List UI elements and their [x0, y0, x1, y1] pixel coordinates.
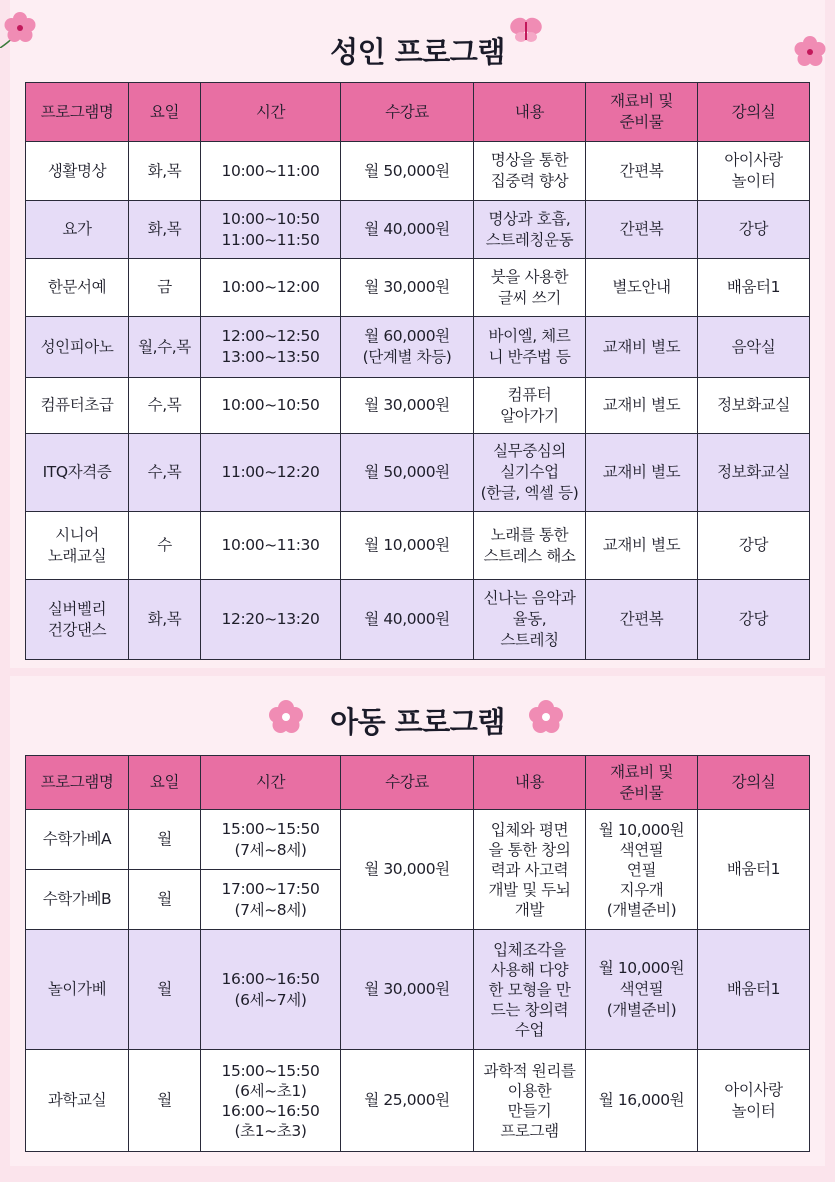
program-name: 생활명상	[26, 142, 129, 201]
fee: 월 30,000원	[341, 810, 474, 930]
day: 월	[129, 1050, 201, 1152]
child-program-title: 아동 프로그램	[330, 705, 505, 739]
header-program-name: 프로그램명	[26, 83, 129, 142]
fee: 월 40,000원	[341, 580, 474, 660]
room: 배움터1	[698, 930, 810, 1050]
content: 명상과 호흡, 스트레칭운동	[474, 201, 586, 259]
fee: 월 50,000원	[341, 434, 474, 512]
time: 10:00~11:00	[201, 142, 341, 201]
day: 월	[129, 870, 201, 930]
day: 월	[129, 810, 201, 870]
time: 10:00~12:00	[201, 259, 341, 317]
material: 교재비 별도	[586, 512, 698, 580]
table-row	[26, 810, 810, 870]
header-content: 내용	[474, 756, 586, 810]
adult-program-table	[25, 82, 810, 660]
room: 아이사랑 놀이터	[698, 1050, 810, 1152]
material: 월 10,000원 색연필 연필 지우개 (개별준비)	[586, 810, 698, 930]
day: 화,목	[129, 142, 201, 201]
material: 월 16,000원	[586, 1050, 698, 1152]
fee: 월 30,000원	[341, 259, 474, 317]
child-program-table	[25, 755, 810, 1152]
day: 화,목	[129, 580, 201, 660]
day: 월,수,목	[129, 317, 201, 378]
room: 강당	[698, 201, 810, 259]
table-header-row	[26, 756, 810, 810]
fee: 월 30,000원	[341, 930, 474, 1050]
content: 컴퓨터 알아가기	[474, 378, 586, 434]
time: 10:00~10:50	[201, 378, 341, 434]
table-row	[26, 930, 810, 1050]
header-fee: 수강료	[341, 83, 474, 142]
time: 10:00~11:30	[201, 512, 341, 580]
content: 입체조각을 사용해 다양 한 모형을 만 드는 창의력 수업	[474, 930, 586, 1050]
material: 간편복	[586, 580, 698, 660]
day: 수,목	[129, 434, 201, 512]
day: 수	[129, 512, 201, 580]
table-row	[26, 142, 810, 201]
program-name: 실버벨리 건강댄스	[26, 580, 129, 660]
header-day: 요일	[129, 756, 201, 810]
content: 붓을 사용한 글씨 쓰기	[474, 259, 586, 317]
material: 간편복	[586, 142, 698, 201]
time: 15:00~15:50 (7세~8세)	[201, 810, 341, 870]
room: 배움터1	[698, 810, 810, 930]
time: 16:00~16:50 (6세~7세)	[201, 930, 341, 1050]
room: 음악실	[698, 317, 810, 378]
fee: 월 30,000원	[341, 378, 474, 434]
fee: 월 50,000원	[341, 142, 474, 201]
room: 강당	[698, 580, 810, 660]
table-row	[26, 512, 810, 580]
program-name: 과학교실	[26, 1050, 129, 1152]
content: 명상을 통한 집중력 향상	[474, 142, 586, 201]
header-day: 요일	[129, 83, 201, 142]
header-program-name: 프로그램명	[26, 756, 129, 810]
content: 실무중심의 실기수업 (한글, 엑셀 등)	[474, 434, 586, 512]
table-row	[26, 259, 810, 317]
table-row	[26, 201, 810, 259]
material: 별도안내	[586, 259, 698, 317]
table-row	[26, 580, 810, 660]
material: 교재비 별도	[586, 434, 698, 512]
fee: 월 25,000원	[341, 1050, 474, 1152]
content: 신나는 음악과 율동, 스트레칭	[474, 580, 586, 660]
room: 강당	[698, 512, 810, 580]
fee: 월 10,000원	[341, 512, 474, 580]
header-material: 재료비 및 준비물	[586, 83, 698, 142]
content: 과학적 원리를 이용한 만들기 프로그램	[474, 1050, 586, 1152]
day: 월	[129, 930, 201, 1050]
header-time: 시간	[201, 756, 341, 810]
header-room: 강의실	[698, 756, 810, 810]
program-name: 수학가베A	[26, 810, 129, 870]
time: 12:00~12:50 13:00~13:50	[201, 317, 341, 378]
content: 바이엘, 체르 니 반주법 등	[474, 317, 586, 378]
room: 배움터1	[698, 259, 810, 317]
material: 교재비 별도	[586, 317, 698, 378]
program-name: 수학가베B	[26, 870, 129, 930]
program-name: 한문서예	[26, 259, 129, 317]
day: 금	[129, 259, 201, 317]
time: 11:00~12:20	[201, 434, 341, 512]
program-name: 놀이가베	[26, 930, 129, 1050]
program-name: ITQ자격증	[26, 434, 129, 512]
header-fee: 수강료	[341, 756, 474, 810]
time: 10:00~10:50 11:00~11:50	[201, 201, 341, 259]
table-row	[26, 378, 810, 434]
header-content: 내용	[474, 83, 586, 142]
fee: 월 40,000원	[341, 201, 474, 259]
time: 12:20~13:20	[201, 580, 341, 660]
header-room: 강의실	[698, 83, 810, 142]
room: 정보화교실	[698, 434, 810, 512]
fee: 월 60,000원 (단계별 차등)	[341, 317, 474, 378]
table-row	[26, 1050, 810, 1152]
table-row	[26, 317, 810, 378]
material: 교재비 별도	[586, 378, 698, 434]
program-name: 성인피아노	[26, 317, 129, 378]
time: 17:00~17:50 (7세~8세)	[201, 870, 341, 930]
material: 월 10,000원 색연필 (개별준비)	[586, 930, 698, 1050]
header-material: 재료비 및 준비물	[586, 756, 698, 810]
content: 입체와 평면 을 통한 창의 력과 사고력 개발 및 두뇌 개발	[474, 810, 586, 930]
table-row	[26, 434, 810, 512]
program-name: 요가	[26, 201, 129, 259]
content: 노래를 통한 스트레스 해소	[474, 512, 586, 580]
table-header-row	[26, 83, 810, 142]
room: 아이사랑 놀이터	[698, 142, 810, 201]
program-name: 컴퓨터초급	[26, 378, 129, 434]
day: 수,목	[129, 378, 201, 434]
header-time: 시간	[201, 83, 341, 142]
room: 정보화교실	[698, 378, 810, 434]
material: 간편복	[586, 201, 698, 259]
time: 15:00~15:50 (6세~초1) 16:00~16:50 (초1~초3)	[201, 1050, 341, 1152]
day: 화,목	[129, 201, 201, 259]
program-name: 시니어 노래교실	[26, 512, 129, 580]
adult-program-title: 성인 프로그램	[330, 35, 505, 69]
